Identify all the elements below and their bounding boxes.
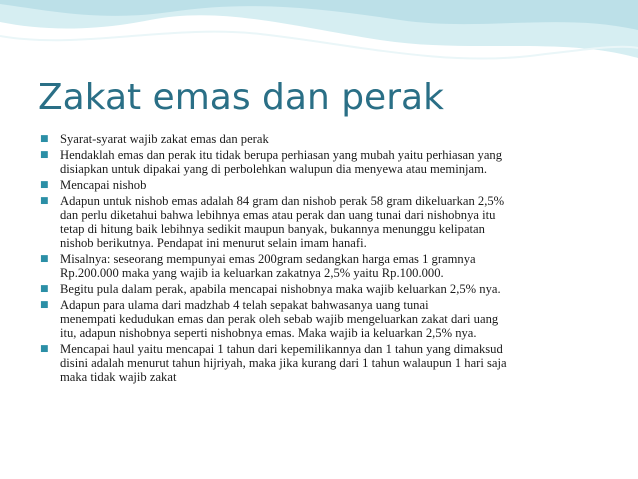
square-bullet-icon: ■ xyxy=(40,254,49,264)
header-wave-background xyxy=(0,0,638,80)
bullet-item xyxy=(40,298,626,340)
bullet-text-line: Begitu pula dalam perak, apabila mencapai nishobnya maka wajib keluarkan 2,5% nya. xyxy=(60,282,501,296)
bullet-text-line: maka tidak wajib zakat xyxy=(60,370,177,384)
bullet-list xyxy=(40,132,626,386)
bullet-text-line: disini adalah menurut tahun hijriyah, maka jika kurang dari 1 tahun walaupun 1 hari saja xyxy=(60,356,507,370)
square-bullet-icon: ■ xyxy=(40,300,49,310)
bullet-text-line: disiapkan untuk dipakai yang di perbolehkan walupun dia menyewa atau meminjam. xyxy=(60,162,488,176)
bullet-item xyxy=(40,194,626,250)
square-bullet-icon: ■ xyxy=(40,196,49,206)
square-bullet-icon: ■ xyxy=(40,344,49,354)
bullet-text-line: Syarat-syarat wajib zakat emas dan perak xyxy=(60,132,269,146)
square-bullet-icon: ■ xyxy=(40,134,49,144)
square-bullet-icon: ■ xyxy=(40,150,49,160)
bullet-text-line: Misalnya: seseorang mempunyai emas 200gram sedangkan harga emas 1 gramnya xyxy=(60,252,476,266)
bullet-item xyxy=(40,148,626,176)
bullet-item xyxy=(40,252,626,280)
square-bullet-icon: ■ xyxy=(40,284,49,294)
bullet-text-line: Adapun para ulama dari madzhab 4 telah sepakat bahwasanya uang tunai xyxy=(60,298,429,312)
bullet-text-line: Mencapai nishob xyxy=(60,178,147,192)
bullet-text-line: Rp.200.000 maka yang wajib ia keluarkan zakatnya 2,5% yaitu Rp.100.000. xyxy=(60,266,444,280)
bullet-text-line: nishob berikutnya. Pendapat ini menurut selain imam hanafi. xyxy=(60,236,367,250)
bullet-item xyxy=(40,178,626,192)
bullet-text-line: menempati kedudukan emas dan perak oleh sebab wajib mengeluarkan zakat dari uang xyxy=(60,312,499,326)
bullet-text-line: Hendaklah emas dan perak itu tidak berupa perhiasan yang mubah yaitu perhiasan yang xyxy=(60,148,503,162)
bullet-text-line: tetap di hitung baik lebihnya sedikit maupun banyak, bukannya menunggu kelipatan xyxy=(60,222,485,236)
bullet-text-line: Mencapai haul yaitu mencapai 1 tahun dari kepemilikannya dan 1 tahun yang dimaksud xyxy=(60,342,503,356)
bullet-item xyxy=(40,342,626,384)
bullet-item xyxy=(40,132,626,146)
bullet-text-line: dan perlu diketahui bahwa lebihnya emas atau perak dan uang tunai dari nishobnya itu xyxy=(60,208,496,222)
slide-title: Zakat emas dan perak xyxy=(38,77,444,118)
square-bullet-icon: ■ xyxy=(40,180,49,190)
bullet-text-line: Adapun untuk nishob emas adalah 84 gram dan nishob perak 58 gram dikeluarkan 2,5% xyxy=(60,194,505,208)
bullet-item xyxy=(40,282,626,296)
bullet-text-line: itu, adapun nishobnya seperti nishobnya emas. Maka wajib ia keluarkan 2,5% nya. xyxy=(60,326,477,340)
